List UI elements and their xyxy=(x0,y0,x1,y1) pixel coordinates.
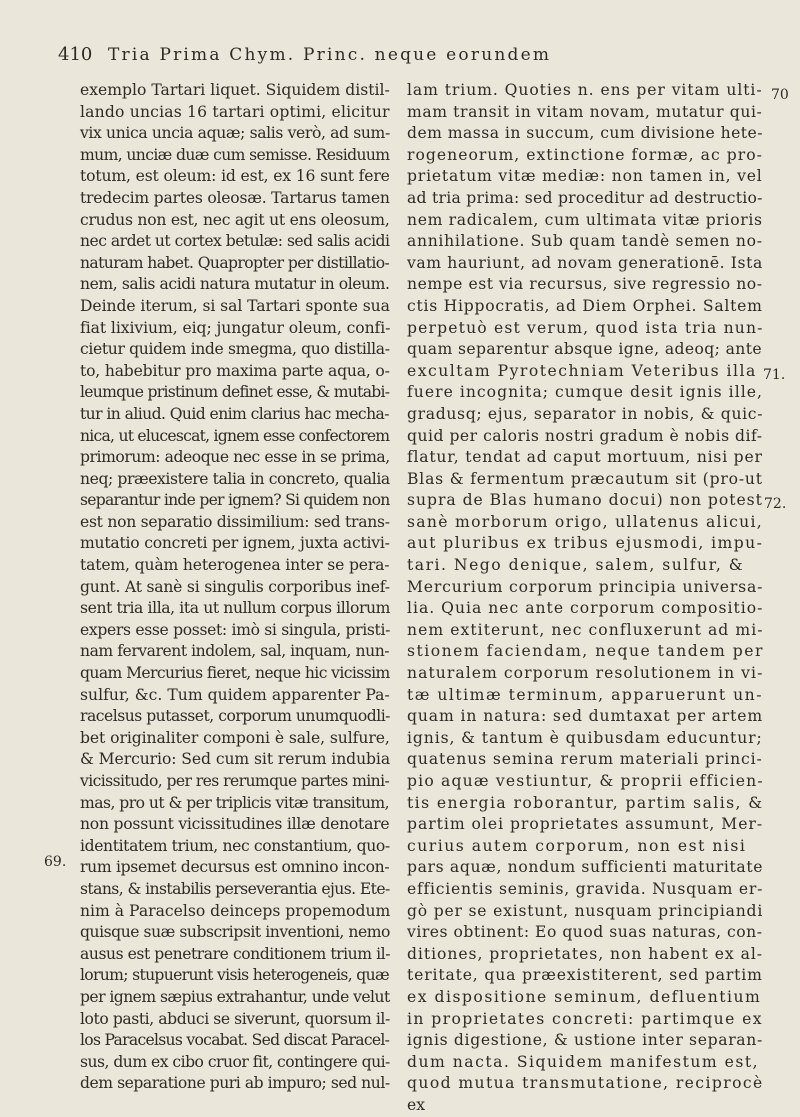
text-line: nem extiterunt, nec confluxerunt ad mi- xyxy=(407,620,764,639)
text-line: quam Mercurius fieret, neque hic vicissim xyxy=(80,664,390,683)
text-line: ctis Hippocratis, ad Diem Orphei. Saltem xyxy=(407,296,763,315)
text-line: in proprietates concreti: partimque ex xyxy=(407,1009,763,1028)
text-line: ad tria prima: sed proceditur ad destructio- xyxy=(407,188,763,207)
text-line: per ignem sæpius extrahantur, unde velut xyxy=(80,987,390,1006)
text-line: dem massa in succum, cum divisione hete- xyxy=(407,124,763,143)
text-line: crudus non est, nec agit ut ens oleosum, xyxy=(80,210,390,229)
text-line: sent tria illa, ita ut nullum corpus illorum xyxy=(80,599,391,618)
text-line: ausus est penetrare conditionem trium il- xyxy=(80,944,391,963)
text-line: racelsus putasset, corporum unumquodli- xyxy=(80,707,390,726)
text-line: to, habebitur pro maxima parte aqua, o- xyxy=(80,361,390,380)
text-line: stans, & instabilis perseverantia ejus. Ete- xyxy=(80,879,390,898)
margin-number: 69. xyxy=(44,854,67,870)
text-line: mam transit in vitam novam, mutatur qui- xyxy=(407,102,763,121)
text-line: stionem faciendam, neque tandem per xyxy=(407,642,764,661)
text-line: rogeneorum, extinctione formæ, ac pro- xyxy=(407,145,763,164)
text-line: quam separentur absque igne, adeoq; ante xyxy=(407,340,762,359)
text-line: fiat lixivium, eiq; jungatur oleum, confi- xyxy=(80,318,391,337)
text-line: expers esse posset: imò si singula, pristi- xyxy=(80,620,391,639)
text-line: partim olei proprietates assumunt, Mer- xyxy=(407,815,764,834)
text-line: aut pluribus ex tribus ejusmodi, impu- xyxy=(407,534,764,553)
text-line: prietatum vitæ mediæ: non tamen in, vel xyxy=(407,167,763,186)
text-line: sus, dum ex cibo cruor fit, contingere qui- xyxy=(80,1052,390,1071)
text-line: Deinde iterum, si sal Tartari sponte sua xyxy=(80,296,390,315)
text-line: rum ipsemet decursus est omnino incon- xyxy=(80,858,390,877)
text-line: supra de Blas humano docui) non potest xyxy=(407,491,763,510)
text-line: annihilatione. Sub quam tandè semen no- xyxy=(407,232,763,251)
page-number: 410 xyxy=(58,44,93,65)
text-line: pars aquæ, nondum sufficienti maturitate xyxy=(407,858,764,877)
text-line: lia. Quia nec ante corporum compositio- xyxy=(407,599,764,618)
text-line: leumque pristinum definet esse, & mutabi- xyxy=(80,383,390,402)
text-line: flatur, tendat ad caput mortuum, nisi per xyxy=(407,448,763,467)
text-line: naturam habet. Quapropter per distillatio- xyxy=(80,253,390,272)
text-line: totum, est oleum: id est, ex 16 sunt fere xyxy=(80,167,390,186)
running-head: Tria Prima Chym. Princ. neque eorundem xyxy=(108,45,552,65)
text-line: tis energia roborantur, partim salis, & xyxy=(407,793,764,812)
text-line: vam hauriunt, ad novam generationē. Ista xyxy=(407,253,763,272)
text-line: quatenus semina rerum materiali princi- xyxy=(407,750,763,769)
text-line: quid per caloris nostri gradum è nobis dif- xyxy=(407,426,763,445)
text-line: fuere incognita; cumque desit ignis ille, xyxy=(407,383,763,402)
text-line: tredecim partes oleosæ. Tartarus tamen xyxy=(80,188,390,207)
text-line: excultam Pyrotechniam Veteribus illa xyxy=(407,361,757,380)
text-line: gunt. At sanè si singulis corporibus inef- xyxy=(80,577,390,596)
text-line: nec ardet ut cortex betulæ: sed salis acidi xyxy=(80,232,390,251)
text-line: exemplo Tartari liquet. Siquidem distil- xyxy=(80,81,390,99)
text-line: curius autem corporum, non est nisi xyxy=(407,836,747,855)
text-line: quisque suæ subscripsit inventioni, nemo xyxy=(80,923,390,942)
text-line: tur in aliud. Quid enim clarius hac mecha- xyxy=(80,404,389,423)
text-line: nam fervarent indolem, sal, inquam, nun- xyxy=(80,642,390,661)
text-line: nica, ut elucescat, ignem esse confectorem xyxy=(80,426,390,445)
text-line: sanè morborum origo, ullatenus alicui, xyxy=(407,512,764,531)
right-text-column xyxy=(407,80,762,1117)
text-line: ex xyxy=(407,1095,426,1114)
text-line: pio aquæ vestiuntur, & proprii efficien- xyxy=(407,772,764,790)
text-line: vires obtinent: Eo quod suas naturas, con- xyxy=(407,923,763,942)
page-header xyxy=(58,44,758,74)
text-line: Mercurium corporum principia universa- xyxy=(407,577,764,596)
text-line: gò per se existunt, nusquam principiandi xyxy=(407,901,764,920)
text-line: Blas & fermentum præcautum sit (pro-ut xyxy=(407,469,763,488)
text-line: dem separatione puri ab impuro; sed nul- xyxy=(80,1074,390,1093)
text-line: ex dispositione seminum, defluentium xyxy=(407,987,762,1006)
text-line: naturalem corporum resolutionem in vi- xyxy=(407,664,764,683)
text-line: ignis digestione, & ustione inter separan- xyxy=(407,1031,763,1050)
margin-number: 70 xyxy=(771,87,789,103)
text-line: cietur quidem inde smegma, quo distilla- xyxy=(80,340,390,359)
margin-number: 71. xyxy=(763,367,786,383)
text-line: primorum: adeoque nec esse in se prima, xyxy=(80,448,390,467)
text-line: separantur inde per ignem? Si quidem non xyxy=(80,491,390,510)
margin-number: 72. xyxy=(764,496,787,512)
text-line: gradusq; ejus, separator in nobis, & quic- xyxy=(407,404,764,423)
text-line: nem radicalem, cum ultimata vitæ prioris xyxy=(407,210,763,229)
text-line: lorum; stupuerunt visis heterogeneis, quæ xyxy=(80,966,389,985)
text-line: teritate, qua præexistiterent, sed partim xyxy=(407,966,763,985)
text-line: ditiones, proprietates, non habent ex al- xyxy=(407,944,763,963)
text-line: vicissitudo, per res rerumque partes mini- xyxy=(80,772,390,790)
text-line: dum nacta. Siquidem manifestum est, xyxy=(407,1052,760,1071)
left-text-column xyxy=(80,80,390,1095)
text-line: mutatio concreti per ignem, juxta activi- xyxy=(80,534,390,553)
text-line: perpetuò est verum, quod ista tria nun- xyxy=(407,318,764,337)
text-line: nem, salis acidi natura mutatur in oleum. xyxy=(80,275,390,294)
text-line: quod mutua transmutatione, reciprocè xyxy=(407,1074,764,1093)
text-line: tari. Nego denique, salem, sulfur, & xyxy=(407,556,745,575)
text-line: efficientis seminis, gravida. Nusquam er- xyxy=(407,879,764,898)
text-line: nempe est via recursus, sive regressio no- xyxy=(407,275,763,294)
text-line: neq; præexistere talia in concreto, qualia xyxy=(80,469,390,488)
text-line: & Mercurio: Sed cum sit rerum indubia xyxy=(80,750,391,769)
text-line: sulfur, &c. Tum quidem apparenter Pa- xyxy=(80,685,390,704)
text-line: lam trium. Quoties n. ens per vitam ulti- xyxy=(407,81,763,99)
text-line: nim à Paracelso deinceps propemodum xyxy=(80,901,391,920)
text-line: bet originaliter componi è sale, sulfure, xyxy=(80,728,390,747)
text-line: los Paracelsus vocabat. Sed discat Paracel- xyxy=(80,1031,390,1050)
text-line: vix unica uncia aquæ; salis verò, ad sum- xyxy=(80,124,390,143)
text-line: identitatem trium, nec constantium, quo- xyxy=(80,836,390,855)
text-line: loto pasti, abduci se siverunt, quorsum il- xyxy=(80,1009,390,1028)
text-line: tæ ultimæ terminum, apparuerunt un- xyxy=(407,685,763,704)
text-line: quam in natura: sed dumtaxat per artem xyxy=(407,707,764,726)
text-line: mum, unciæ duæ cum semisse. Residuum xyxy=(80,145,390,164)
text-line: non possunt vicissitudines illæ denotare xyxy=(80,815,390,834)
text-line: est non separatio dissimilium: sed trans- xyxy=(80,512,390,531)
text-line: ignis, & tantum è quibusdam educuntur; xyxy=(407,728,763,747)
text-line: mas, pro ut & per triplicis vitæ transitum, xyxy=(80,793,390,812)
text-line: tatem, quàm heterogenea inter se pera- xyxy=(80,556,390,575)
text-line: lando uncias 16 tartari optimi, elicitur xyxy=(80,102,390,121)
